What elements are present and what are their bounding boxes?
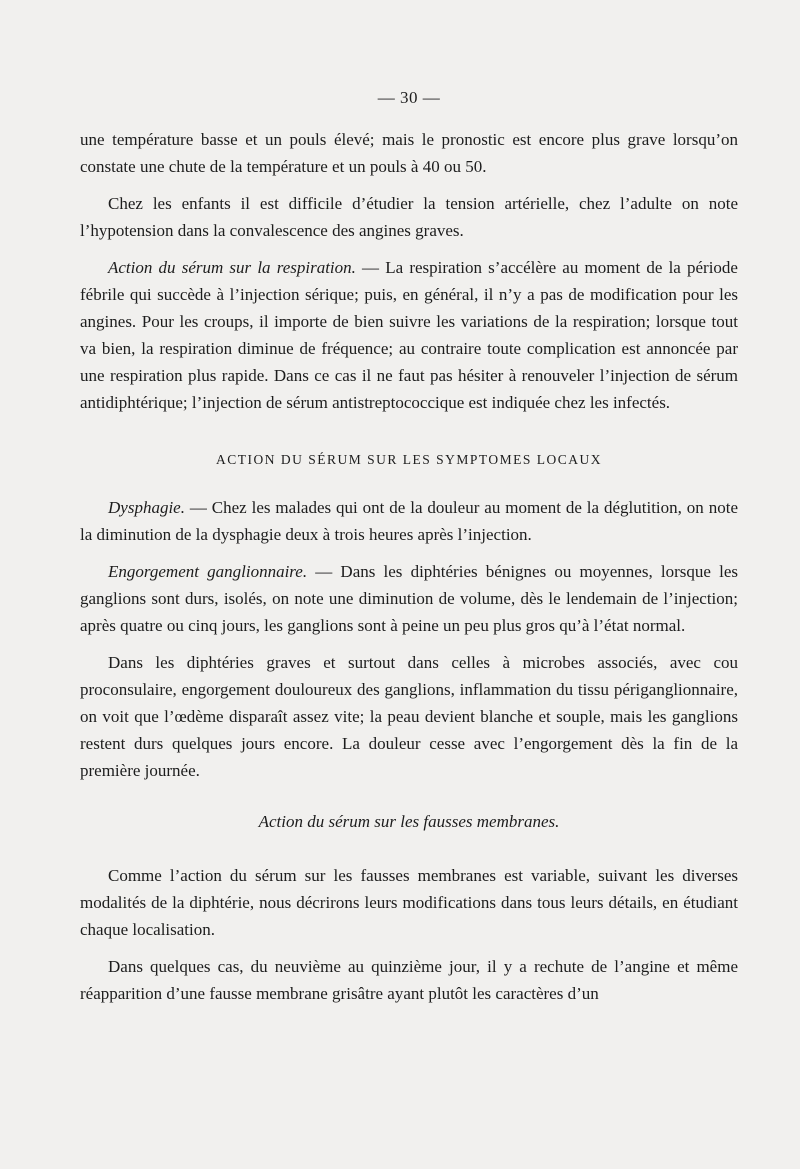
section-heading-false-membranes: Action du sérum sur les fausses membranes. (258, 812, 560, 831)
ganglionic-lead: Engorgement ganglionnaire. (108, 562, 308, 581)
paragraph-membranes-variable: Comme l’action du sérum sur les fausses membranes est variable, suivant les diverses modalités de la diphtérie, nous décrirons leurs modifications dans tous leurs détails, en étudiant chaque localisation. (80, 866, 738, 939)
section-heading-local-symptoms: ACTION DU SÉRUM SUR LES SYMPTOMES LOCAUX (215, 452, 603, 467)
paragraph-tension: Chez les enfants il est difficile d’étudier la tension artérielle, chez l’adulte on note l’hypotension dans la convalescence des angines graves. (80, 194, 738, 240)
paragraph-dysphagia (80, 494, 738, 548)
page-number: — 30 — (377, 88, 441, 107)
paragraph-temperature: une température basse et un pouls élevé; mais le pronostic est encore plus grave lorsqu’on constate une chute de la température et un pouls à 40 ou 50. (80, 130, 738, 176)
dysphagia-text: — Chez les malades qui ont de la douleur au moment de la déglutition, on note la diminution de la dysphagie deux à trois heures après l’injection. (80, 498, 738, 544)
paragraph-ganglionic (80, 558, 738, 639)
paragraph-respiration (80, 254, 738, 416)
respiration-text: — La respiration s’accélère au moment de la période fébrile qui succède à l’injection sérique; puis, en général, il n’y a pas de modification pour les angines. Pour les croups, il importe de bien suivre les variations de la respiration; lorsque tout va bien, la respiration diminue de fréquence; au contraire toute complication est annoncée par une respiration plus rapide. Dans ce cas il ne faut pas hésiter à renouveler l’injection de sérum antidiphtérique; l’injection de sérum antistreptococcique est indiquée chez les infectés. (80, 258, 738, 412)
paragraph-severe-diphtheria: Dans les diphtéries graves et surtout dans celles à microbes associés, avec cou proconsulaire, engorgement douloureux des ganglions, inflammation du tissu périganglionnaire, on voit que l’œdème disparaît assez vite; la peau devient blanche et souple, mais les ganglions restent durs quelques jours encore. La douleur cesse avec l’engorgement dès la fin de la première journée. (80, 653, 738, 780)
dysphagia-lead: Dysphagie. (108, 498, 185, 517)
ganglionic-text: — Dans les diphtéries bénignes ou moyennes, lorsque les ganglions sont durs, isolés, on note une diminution de volume, dès le lendemain de l’injection; après quatre ou cinq jours, les ganglions sont à peine un peu plus gros qu’à l’état normal. (80, 562, 738, 635)
respiration-lead: Action du sérum sur la respiration. (108, 258, 356, 277)
paragraph-relapse: Dans quelques cas, du neuvième au quinzième jour, il y a rechute de l’angine et même réapparition d’une fausse membrane grisâtre ayant plutôt les caractères d’un (80, 957, 738, 1003)
